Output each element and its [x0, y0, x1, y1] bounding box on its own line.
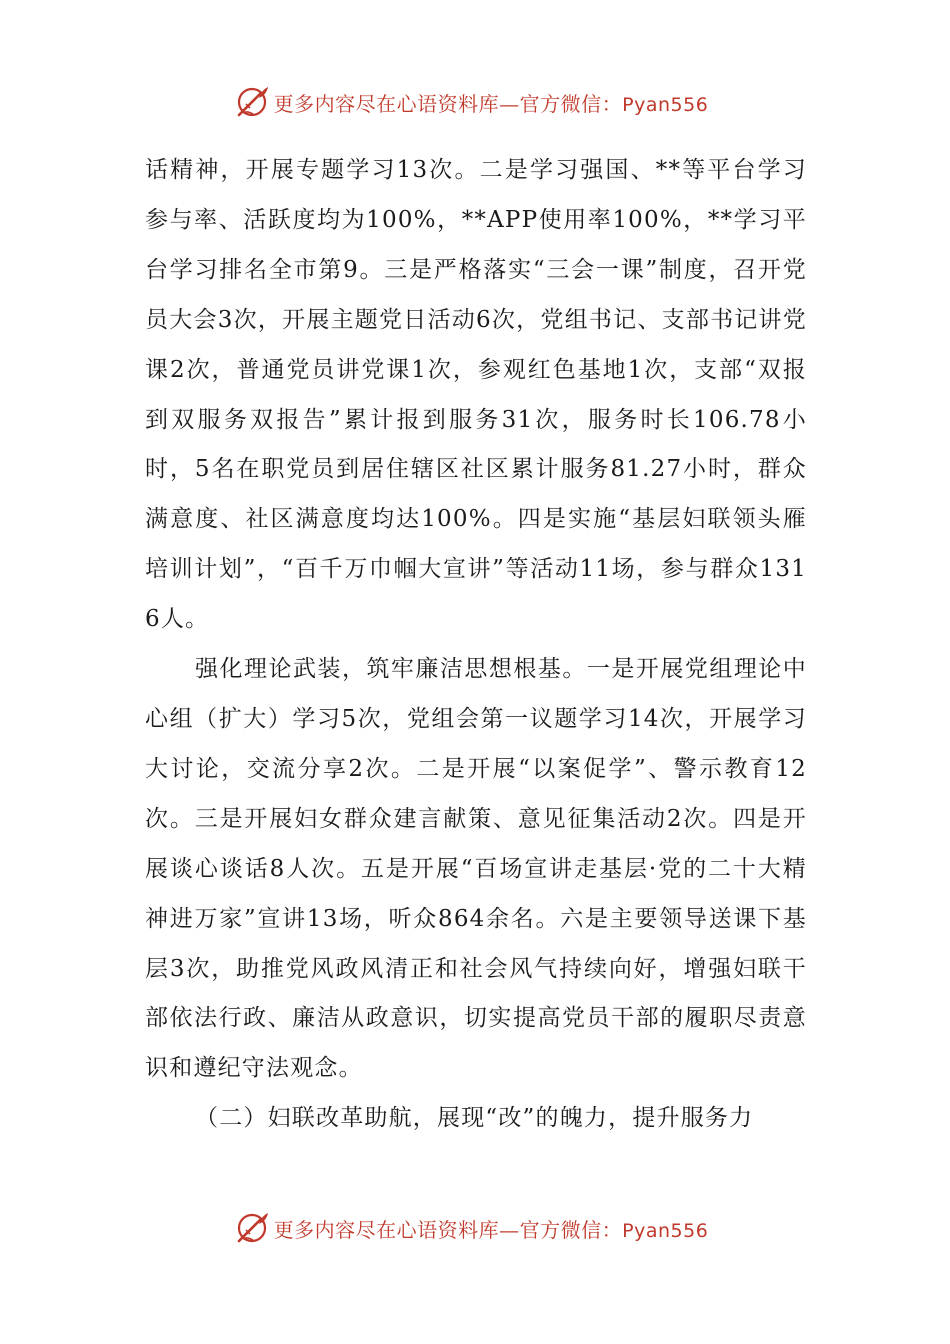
header-watermark: [0, 82, 950, 122]
watermark-text-cn: 更多内容尽在心语资料库—官方微信：: [273, 91, 623, 116]
document-body: [145, 146, 807, 1144]
watermark-text: [274, 1214, 709, 1243]
paragraph-continuation: 话精神，开展专题学习13次。二是学习强国、**等平台学习参与率、活跃度均为100%，**APP使用率100%，**学习平台学习排名全市第9。三是严格落实“三会一课”制度，召开党员大会3次，开展主题党日活动6次，党组书记、支部书记讲党课2次，普通党员讲党课1次，参观红色基地1次，支部“双报到双服务双报告”累计报到服务31次，服务时长106.78小时，5名在职党员到居住辖区社区累计服务81.27小时，群众满意度、社区满意度均达100%。四是实施“基层妇联领头雁培训计划”，“百千万巾帼大宣讲”等活动11场，参与群众1316人。: [145, 157, 807, 633]
watermark-group: [234, 84, 709, 120]
quill-logo-icon: [234, 1210, 270, 1246]
watermark-text-cn: 更多内容尽在心语资料库—官方微信：: [273, 1217, 623, 1242]
section-heading-reform: （二）妇联改革助航，展现“改”的魄力，提升服务力: [195, 1105, 754, 1132]
paragraph-theory-arming: 强化理论武装，筑牢廉洁思想根基。一是开展党组理论中心组（扩大）学习5次，党组会第一议题学习14次，开展学习大讨论，交流分享2次。二是开展“以案促学”、警示教育12次。三是开展妇女群众建言献策、意见征集活动2次。四是开展谈心谈话8人次。五是开展“百场宣讲走基层·党的二十大精神进万家”宣讲13场，听众864余名。六是主要领导送课下基层3次，助推党风政风清正和社会风气持续向好，增强妇联干部依法行政、廉洁从政意识，切实提高党员干部的履职尽责意识和遵纪守法观念。: [145, 656, 807, 1082]
watermark-wechat-id: Pyan556: [622, 93, 709, 116]
watermark-wechat-id: Pyan556: [622, 1219, 709, 1242]
footer-watermark: [0, 1208, 950, 1248]
watermark-text: [274, 88, 709, 117]
watermark-group: [234, 1210, 709, 1246]
quill-logo-icon: [234, 84, 270, 120]
